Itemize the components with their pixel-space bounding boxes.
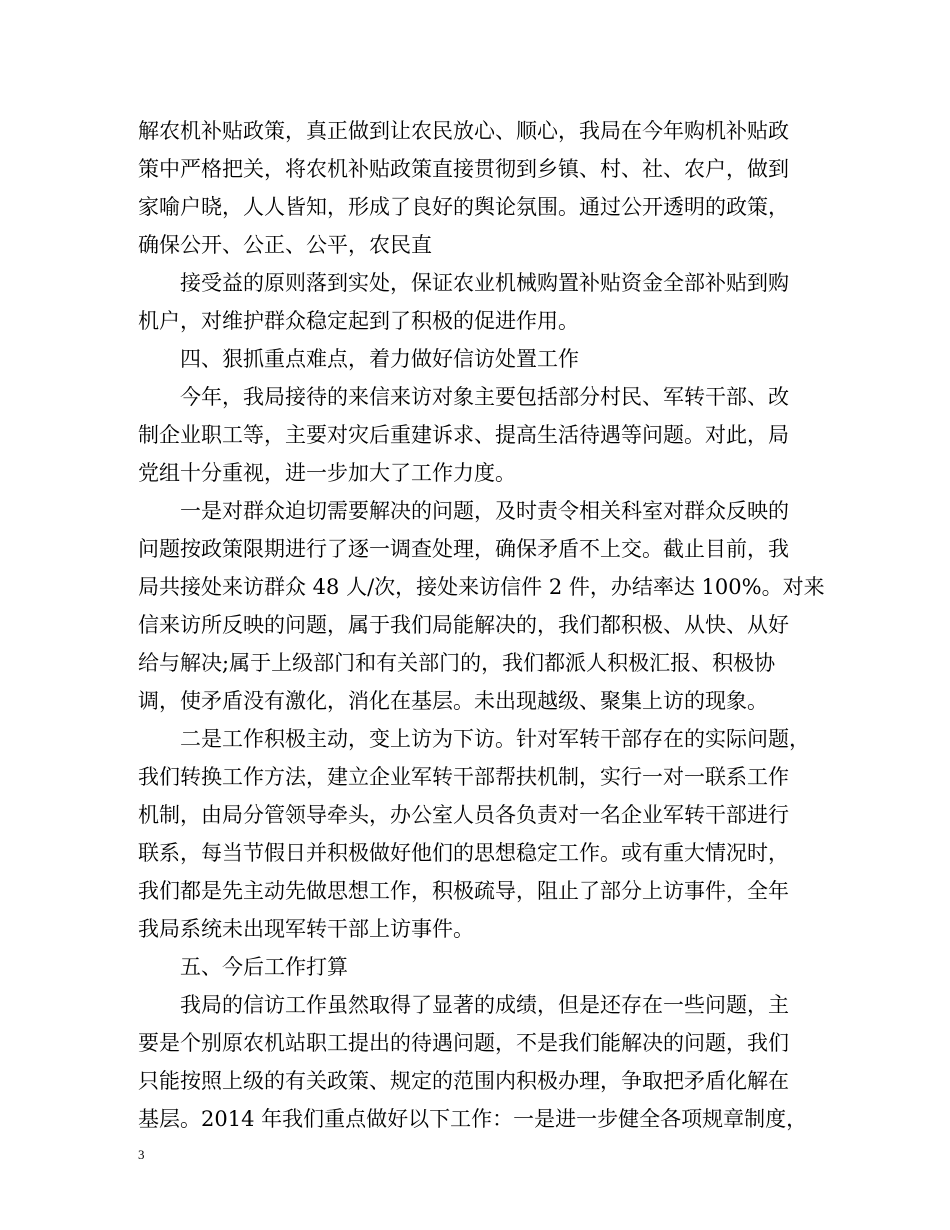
text-line: 家喻户晓，人人皆知，形成了良好的舆论氛围。通过公开透明的政策， xyxy=(138,195,789,219)
text-line: 机户，对维护群众稳定起到了积极的促进作用。 xyxy=(138,309,579,333)
text-line: 联系，每当节假日并积极做好他们的思想稳定工作。或有重大情况时， xyxy=(138,841,789,865)
text-line: 只能按照上级的有关政策、规定的范围内积极办理，争取把矛盾化解在 xyxy=(138,1069,789,1093)
text-line: 我局的信访工作虽然取得了显著的成绩，但是还存在一些问题，主 xyxy=(180,993,789,1017)
text-line: 四、狠抓重点难点，着力做好信访处置工作 xyxy=(180,347,579,371)
text-line: 制企业职工等，主要对灾后重建诉求、提高生活待遇等问题。对此，局 xyxy=(138,423,789,447)
body-text xyxy=(138,112,828,1138)
text-line: 二是工作积极主动，变上访为下访。针对军转干部存在的实际问题， xyxy=(180,727,810,751)
text-line: 要是个别原农机站职工提出的待遇问题，不是我们能解决的问题，我们 xyxy=(138,1031,789,1055)
text-line: 基层。2014 年我们重点做好以下工作：一是进一步健全各项规章制度， xyxy=(138,1107,808,1131)
text-line: 我局系统未出现军转干部上访事件。 xyxy=(138,917,474,941)
text-line: 我们转换工作方法，建立企业军转干部帮扶机制，实行一对一联系工作 xyxy=(138,765,789,789)
page-number: 3 xyxy=(138,1147,145,1162)
text-line: 局共接处来访群众 48 人/次，接处来访信件 2 件，办结率达 100%。对来 xyxy=(138,575,825,599)
text-line: 五、今后工作打算 xyxy=(180,955,348,979)
text-line: 问题按政策限期进行了逐一调查处理，确保矛盾不上交。截止目前，我 xyxy=(138,537,789,561)
text-line: 我们都是先主动先做思想工作，积极疏导，阻止了部分上访事件，全年 xyxy=(138,879,789,903)
text-line: 一是对群众迫切需要解决的问题，及时责令相关科室对群众反映的 xyxy=(180,499,789,523)
text-line: 调，使矛盾没有激化，消化在基层。未出现越级、聚集上访的现象。 xyxy=(138,689,768,713)
text-line: 信来访所反映的问题，属于我们局能解决的，我们都积极、从快、从好 xyxy=(138,613,789,637)
text-line: 机制，由局分管领导牵头，办公室人员各负责对一名企业军转干部进行 xyxy=(138,803,789,827)
text-line: 接受益的原则落到实处，保证农业机械购置补贴资金全部补贴到购 xyxy=(180,271,789,295)
text-line: 解农机补贴政策，真正做到让农民放心、顺心，我局在今年购机补贴政 xyxy=(138,119,789,143)
text-line: 策中严格把关，将农机补贴政策直接贯彻到乡镇、村、社、农户，做到 xyxy=(138,157,789,181)
text-line: 给与解决;属于上级部门和有关部门的，我们都派人积极汇报、积极协 xyxy=(138,651,776,675)
text-line: 党组十分重视，进一步加大了工作力度。 xyxy=(138,461,516,485)
text-line: 确保公开、公正、公平，农民直 xyxy=(138,233,432,257)
text-line: 今年，我局接待的来信来访对象主要包括部分村民、军转干部、改 xyxy=(180,385,789,409)
